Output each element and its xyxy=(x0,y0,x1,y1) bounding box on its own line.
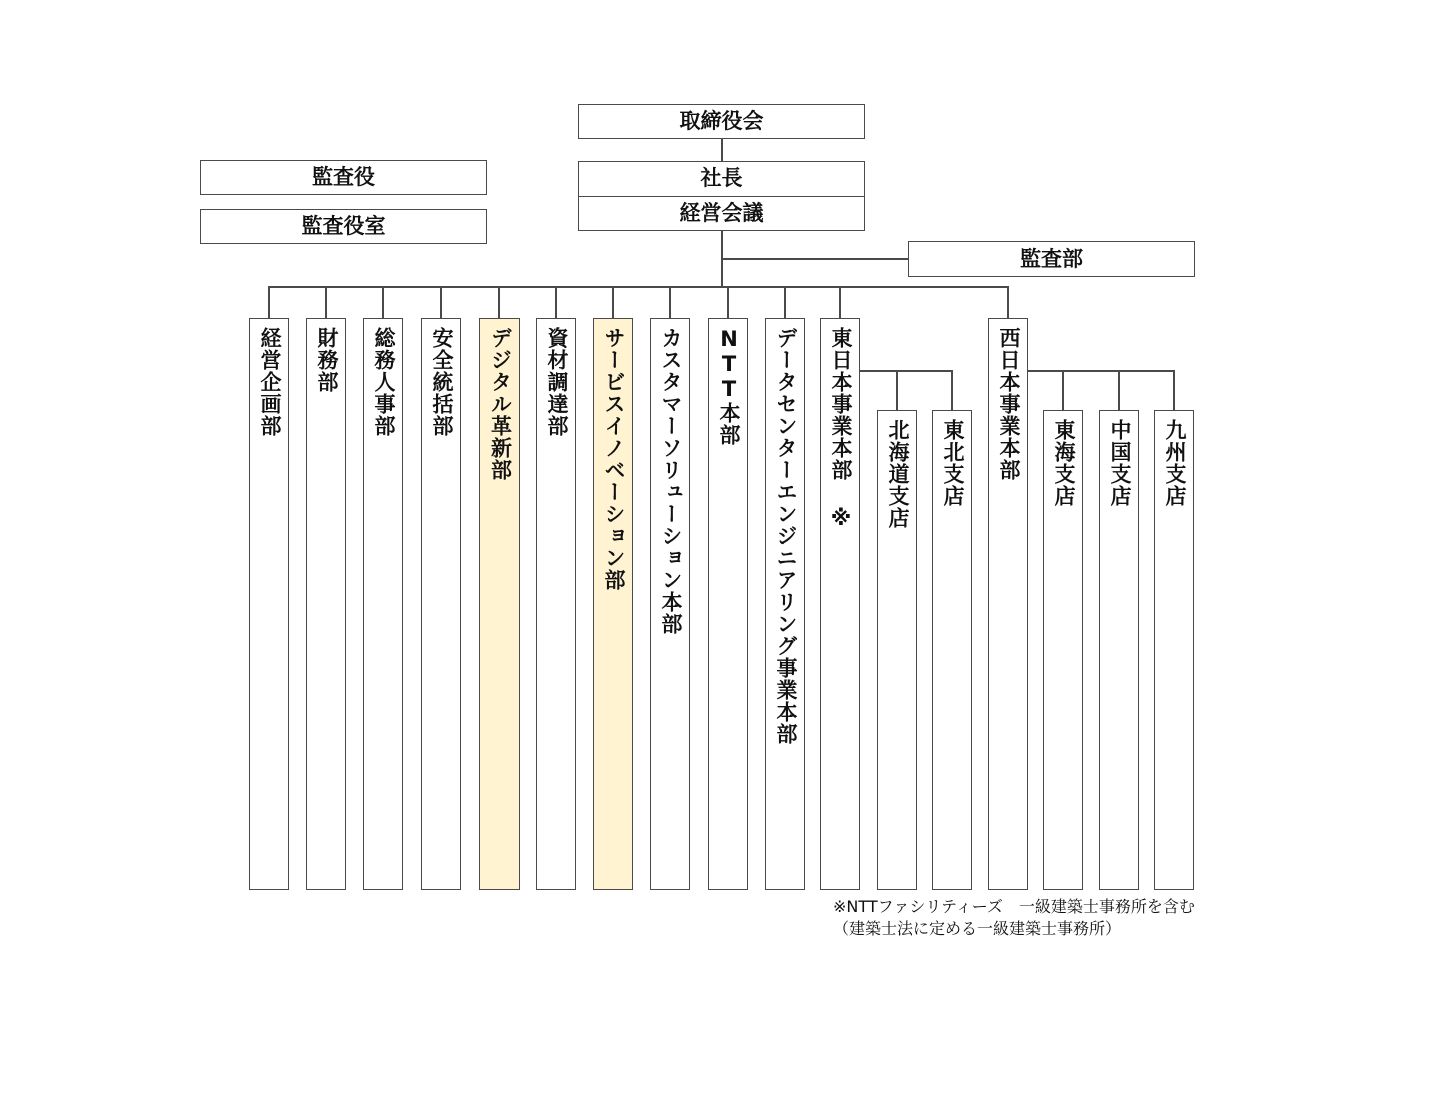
dept-label: サービスイノベーション部 xyxy=(602,327,626,591)
management-meeting-row xyxy=(579,196,864,231)
connector-drop xyxy=(382,286,384,318)
branch-label: 東海支店 xyxy=(1052,419,1076,507)
dept-label: データセンターエンジニアリング事業本部 xyxy=(774,327,798,745)
dept-box xyxy=(363,318,403,890)
connector-drop xyxy=(325,286,327,318)
dept-box xyxy=(306,318,346,890)
connector-board-president xyxy=(721,139,723,161)
dept-label: デジタル革新部 xyxy=(488,327,513,481)
connector-drop xyxy=(612,286,614,318)
connector-audit-dept xyxy=(721,258,908,260)
connector-east-branch-h xyxy=(859,370,952,372)
footnote-line-1: ※NTTファシリティーズ 一級建築士事務所を含む xyxy=(833,897,1195,916)
footnote-line-2: （建築士法に定める一級建築士事務所） xyxy=(833,919,1122,938)
branch-label: 北海道支店 xyxy=(886,419,910,529)
dept-box xyxy=(650,318,690,890)
connector-drop xyxy=(727,286,729,318)
connector-drop xyxy=(839,286,841,318)
auditor-box xyxy=(200,160,487,195)
connector-drop xyxy=(784,286,786,318)
dept-label: 資材調達部 xyxy=(545,327,569,437)
dept-label: NTT本部 xyxy=(717,327,741,446)
connector-drop xyxy=(268,286,270,318)
president-label: 社長 xyxy=(700,166,743,191)
dept-box xyxy=(820,318,860,890)
connector-east-branch-drop xyxy=(896,370,898,410)
branch-box xyxy=(1099,410,1139,890)
auditor-label: 監査役 xyxy=(312,165,375,189)
dept-box xyxy=(708,318,748,890)
dept-label: 経営企画部 xyxy=(258,327,282,437)
president-row xyxy=(579,162,864,196)
connector-drop xyxy=(555,286,557,318)
connector-west-branch-h xyxy=(1027,370,1174,372)
branch-box xyxy=(1154,410,1194,890)
dept-box xyxy=(421,318,461,890)
dept-label: 西日本事業本部 xyxy=(997,327,1021,481)
auditor-office-box xyxy=(200,209,487,244)
connector-drop xyxy=(669,286,671,318)
audit-dept-box xyxy=(908,241,1195,277)
dept-label: 東日本事業本部 ※ xyxy=(829,327,853,531)
connector-drop xyxy=(498,286,500,318)
dept-box-highlighted xyxy=(479,318,520,890)
connector-east-branch-drop xyxy=(951,370,953,410)
branch-box xyxy=(877,410,917,890)
branch-label: 東北支店 xyxy=(941,419,965,507)
dept-box-highlighted xyxy=(593,318,633,890)
dept-label: 安全統括部 xyxy=(430,327,454,437)
dept-box xyxy=(765,318,805,890)
connector-west-branch-drop xyxy=(1118,370,1120,410)
dept-box xyxy=(988,318,1028,890)
board-box xyxy=(578,104,865,139)
dept-box xyxy=(249,318,289,890)
connector-west-branch-drop xyxy=(1173,370,1175,410)
connector-drop xyxy=(440,286,442,318)
connector-drop xyxy=(1007,286,1009,318)
branch-label: 中国支店 xyxy=(1108,419,1132,507)
board-label: 取締役会 xyxy=(679,109,764,133)
branch-box xyxy=(932,410,972,890)
president-box xyxy=(578,161,865,231)
dept-label: 総務人事部 xyxy=(372,327,396,437)
management-meeting-label: 経営会議 xyxy=(679,200,764,225)
dept-label: カスタマーソリューション本部 xyxy=(659,327,683,635)
dept-box xyxy=(536,318,576,890)
branch-box xyxy=(1043,410,1083,890)
branch-label: 九州支店 xyxy=(1163,419,1187,507)
dept-label: 財務部 xyxy=(315,327,339,393)
auditor-office-label: 監査役室 xyxy=(301,214,386,238)
connector-west-branch-drop xyxy=(1062,370,1064,410)
audit-dept-label: 監査部 xyxy=(1020,246,1083,271)
connector-main-horizontal xyxy=(269,286,1009,288)
